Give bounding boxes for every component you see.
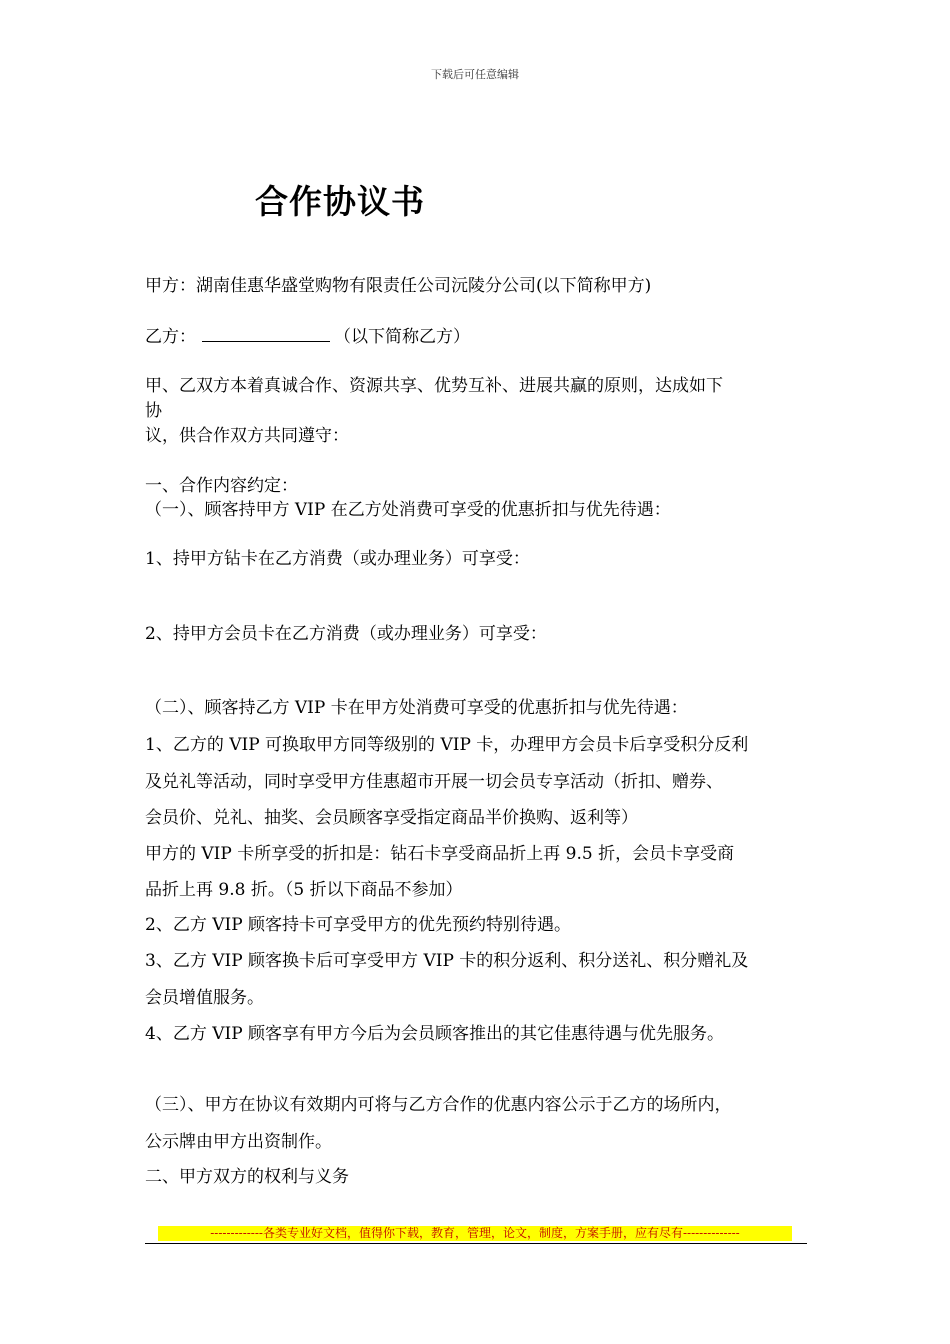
section-2-heading: 二、甲方双方的权利与义务 <box>145 1167 349 1187</box>
party-b-suffix: （以下简称乙方） <box>334 327 470 347</box>
intro-line-2: 协 <box>145 401 162 421</box>
section-1-sub-3-line-2: 公示牌由甲方出资制作。 <box>145 1132 332 1152</box>
party-b-line <box>145 326 470 347</box>
party-a-line <box>145 276 651 296</box>
section-1-sub-2-item-3-line-2: 会员增值服务。 <box>145 988 264 1008</box>
intro-line-3: 议，供合作双方共同遵守： <box>145 426 349 446</box>
document-title: 合作协议书 <box>255 182 425 221</box>
intro-line-1: 甲、乙双方本着真诚合作、资源共享、优势互补、进展共赢的原则，达成如下 <box>145 376 723 396</box>
section-1-sub-3-line-1: （三）、甲方在协议有效期内可将与乙方合作的优惠内容公示于乙方的场所内， <box>145 1095 732 1115</box>
section-1-sub-2-item-1-line-1: 1、乙方的 VIP 可换取甲方同等级别的 VIP 卡，办理甲方会员卡后享受积分反利 <box>145 735 749 755</box>
party-b-blank <box>202 326 330 342</box>
section-1-sub-1-item-1: 1、持甲方钻卡在乙方消费（或办理业务）可享受： <box>145 549 530 569</box>
section-1-sub-2-item-2: 2、乙方 VIP 顾客持卡可享受甲方的优先预约特别待遇。 <box>145 915 572 935</box>
section-1-sub-2-heading: （二）、顾客持乙方 VIP 卡在甲方处消费可享受的优惠折扣与优先待遇： <box>145 698 688 718</box>
section-1-sub-2-item-1-line-3: 会员价、兑礼、抽奖、会员顾客享受指定商品半价换购、返利等） <box>145 808 638 828</box>
section-1-sub-2-item-1-line-2: 及兑礼等活动，同时享受甲方佳惠超市开展一切会员专享活动（折扣、赠券、 <box>145 772 723 792</box>
section-1-sub-2-item-4: 4、乙方 VIP 顾客享有甲方今后为会员顾客推出的其它佳惠待遇与优先服务。 <box>145 1024 725 1044</box>
section-1-sub-1-heading: （一）、顾客持甲方 VIP 在乙方处消费可享受的优惠折扣与优先待遇： <box>145 500 671 520</box>
footer-banner-text: -------------各类专业好文档，值得你下载，教育，管理，论文，制度，方案手册，应有尽有-------------- <box>210 1226 740 1240</box>
section-1-sub-2-item-3-line-1: 3、乙方 VIP 顾客换卡后可享受甲方 VIP 卡的积分返利、积分送礼、积分赠礼及 <box>145 951 749 971</box>
party-a-value: 湖南佳惠华盛堂购物有限责任公司沅陵分公司(以下简称甲方) <box>196 276 652 296</box>
party-b-label: 乙方： <box>145 327 196 347</box>
discount-line-2: 品折上再 9.8 折。（5 折以下商品不参加） <box>145 880 463 900</box>
footer-rule <box>145 1243 807 1244</box>
section-1-sub-1-item-2: 2、持甲方会员卡在乙方消费（或办理业务）可享受： <box>145 624 547 644</box>
discount-line-1: 甲方的 VIP 卡所享受的折扣是：钻石卡享受商品折上再 9.5 折，会员卡享受商 <box>145 844 735 864</box>
party-a-label: 甲方： <box>145 276 196 296</box>
section-1-heading: 一、合作内容约定： <box>145 476 298 496</box>
page-header-note: 下载后可任意编辑 <box>431 68 519 81</box>
